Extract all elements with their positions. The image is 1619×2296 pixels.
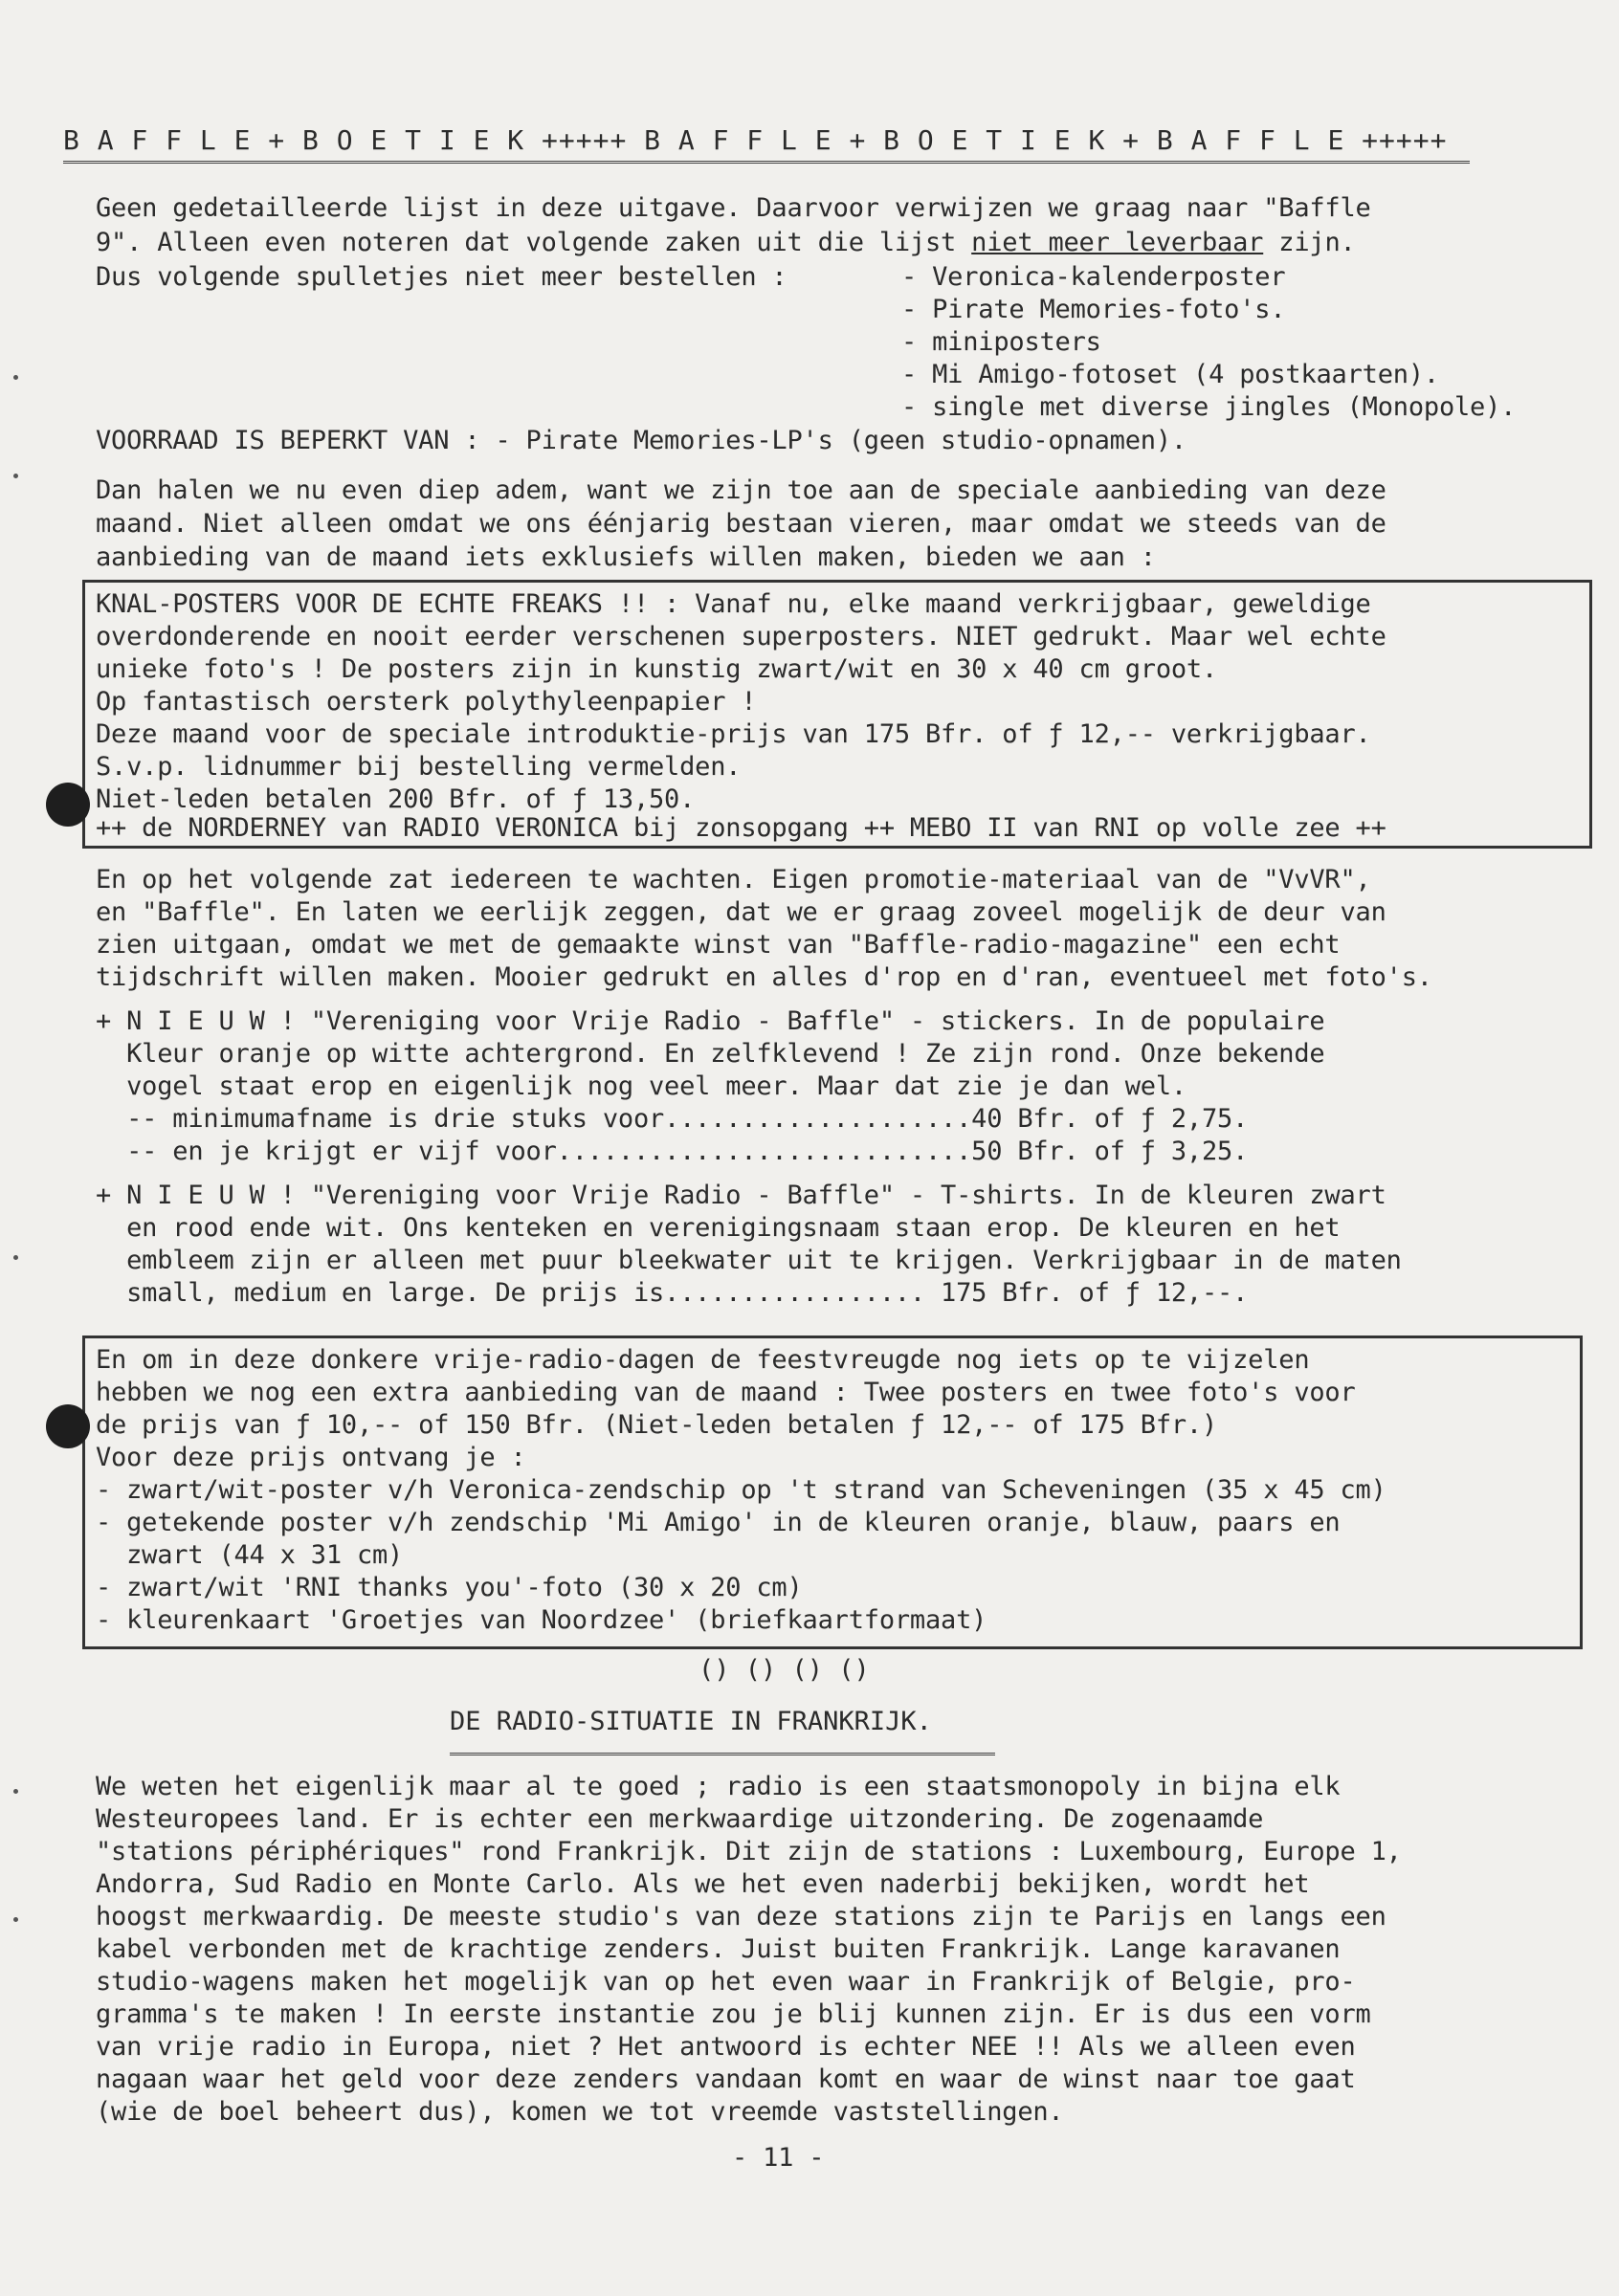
intro-line-2 — [96, 226, 1356, 260]
tshirts-line: embleem zijn er alleen met puur bleekwater uit te krijgen. Verkrijgbaar in de maten — [96, 1246, 1402, 1275]
extra-offer-line: En om in deze donkere vrije-radio-dagen de feestvreugde nog iets op te vijzelen — [96, 1345, 1310, 1375]
tshirts-line: en rood ende wit. Ons kenteken en verenigingsnaam staan erop. De kleuren en het — [96, 1213, 1341, 1243]
intro-underlined: niet meer leverbaar — [971, 228, 1264, 257]
promo-line: en "Baffle". En laten we eerlijk zeggen, dat we er graag zoveel mogelijk de deur van — [96, 897, 1386, 927]
poster-offer-line: KNAL-POSTERS VOOR DE ECHTE FREAKS !! : Vanaf nu, elke maand verkrijgbaar, geweldige — [96, 589, 1371, 619]
poster-offer-line: overdonderende en nooit eerder verschenen superposters. NIET gedrukt. Maar wel echte — [96, 622, 1386, 651]
punch-hole-top — [46, 783, 90, 827]
boutique-header: B A F F L E + B O E T I E K +++++ B A F F L E + B O E T I E K + B A F F L E +++++ — [63, 124, 1448, 156]
poster-offer-line: Niet-leden betalen 200 Bfr. of ƒ 13,50. — [96, 784, 696, 814]
extra-offer-line: - zwart/wit-poster v/h Veronica-zendschip op 't strand van Scheveningen (35 x 45 cm) — [96, 1475, 1386, 1505]
special-intro-line: maand. Niet alleen omdat we ons éénjarig bestaan vieren, maar omdat we steeds van de — [96, 509, 1386, 539]
header-rule — [63, 161, 1470, 164]
speck — [13, 375, 18, 380]
section-title: DE RADIO-SITUATIE IN FRANKRIJK. — [450, 1707, 932, 1736]
not-order-item: - Veronica-kalenderposter — [901, 262, 1286, 292]
france-line: kabel verbonden met de krachtige zenders. Juist buiten Frankrijk. Lange karavanen — [96, 1934, 1341, 1964]
stickers-line: vogel staat erop en eigenlijk nog veel meer. Maar dat zie je dan wel. — [96, 1071, 1187, 1101]
stickers-line: -- minimumafname is drie stuks voor....................40 Bfr. of ƒ 2,75. — [96, 1104, 1249, 1134]
speck — [13, 474, 18, 478]
poster-offer-line: Op fantastisch oersterk polythyleenpapier ! — [96, 687, 757, 717]
france-line: nagaan waar het geld voor deze zenders vandaan komt en waar de winst naar toe gaat — [96, 2064, 1356, 2094]
poster-offer-line: ++ de NORDERNEY van RADIO VERONICA bij zonsopgang ++ MEBO II van RNI op volle zee ++ — [96, 813, 1386, 843]
not-order-item: - single met diverse jingles (Monopole). — [901, 392, 1517, 422]
france-line: van vrije radio in Europa, niet ? Het antwoord is echter NEE !! Als we alleen even — [96, 2032, 1356, 2062]
extra-offer-line: - getekende poster v/h zendschip 'Mi Amigo' in de kleuren oranje, blauw, paars en — [96, 1508, 1341, 1537]
poster-offer-line: S.v.p. lidnummer bij bestelling vermelden. — [96, 752, 742, 782]
extra-offer-line: Voor deze prijs ontvang je : — [96, 1443, 526, 1472]
not-order-item: - miniposters — [901, 327, 1101, 357]
extra-offer-line: de prijs van ƒ 10,-- of 150 Bfr. (Niet-leden betalen ƒ 12,-- of 175 Bfr.) — [96, 1410, 1218, 1440]
poster-offer-line: unieke foto's ! De posters zijn in kunstig zwart/wit en 30 x 40 cm groot. — [96, 654, 1218, 684]
limited-stock: VOORRAAD IS BEPERKT VAN : - Pirate Memories-LP's (geen studio-opnamen). — [96, 426, 1187, 455]
intro-line-2-text: 9". Alleen even noteren dat volgende zaken uit die lijst — [96, 228, 957, 257]
separator: () () () () — [699, 1655, 870, 1685]
promo-line: tijdschrift willen maken. Mooier gedrukt en alles d'rop en d'ran, eventueel met foto's. — [96, 962, 1432, 992]
france-line: studio-wagens maken het mogelijk van op het even waar in Frankrijk of Belgie, pro- — [96, 1967, 1356, 1997]
stickers-line: + N I E U W ! "Vereniging voor Vrije Radio - Baffle" - stickers. In de populaire — [96, 1006, 1325, 1036]
stickers-line: -- en je krijgt er vijf voor...........................50 Bfr. of ƒ 3,25. — [96, 1137, 1249, 1166]
france-line: gramma's te maken ! In eerste instantie zou je blij kunnen zijn. Er is dus een vorm — [96, 1999, 1371, 2029]
tshirts-line: + N I E U W ! "Vereniging voor Vrije Radio - Baffle" - T-shirts. In de kleuren zwart — [96, 1181, 1386, 1210]
punch-hole-bottom — [46, 1404, 90, 1448]
intro-line-2-end: zijn. — [1263, 228, 1356, 257]
speck — [13, 1917, 18, 1922]
special-intro-line: Dan halen we nu even diep adem, want we zijn toe aan de speciale aanbieding van deze — [96, 475, 1386, 505]
not-order-item: - Mi Amigo-fotoset (4 postkaarten). — [901, 360, 1439, 389]
france-line: We weten het eigenlijk maar al te goed ; radio is een staatsmonopoly in bijna elk — [96, 1772, 1341, 1801]
promo-line: En op het volgende zat iedereen te wachten. Eigen promotie-materiaal van de "VvVR", — [96, 865, 1371, 894]
tshirts-line: small, medium en large. De prijs is................. 175 Bfr. of ƒ 12,--. — [96, 1278, 1249, 1308]
promo-line: zien uitgaan, omdat we met de gemaakte winst van "Baffle-radio-magazine" een echt — [96, 930, 1341, 960]
stickers-line: Kleur oranje op witte achtergrond. En zelfklevend ! Ze zijn rond. Onze bekende — [96, 1039, 1325, 1069]
intro-line-1: Geen gedetailleerde lijst in deze uitgave. Daarvoor verwijzen we graag naar "Baffle — [96, 193, 1371, 223]
extra-offer-line: zwart (44 x 31 cm) — [96, 1540, 404, 1570]
not-order-item: - Pirate Memories-foto's. — [901, 295, 1286, 324]
special-intro-line: aanbieding van de maand iets exklusiefs willen maken, bieden we aan : — [96, 542, 1156, 572]
not-order-label: Dus volgende spulletjes niet meer bestellen : — [96, 262, 787, 292]
france-line: Westeuropees land. Er is echter een merkwaardige uitzondering. De zogenaamde — [96, 1804, 1264, 1834]
extra-offer-line: - kleurenkaart 'Groetjes van Noordzee' (briefkaartformaat) — [96, 1605, 987, 1635]
section-title-rule — [450, 1753, 995, 1755]
poster-offer-line: Deze maand voor de speciale introduktie-prijs van 175 Bfr. of ƒ 12,-- verkrijgbaar. — [96, 719, 1371, 749]
page-number: - 11 - — [732, 2143, 825, 2173]
extra-offer-line: - zwart/wit 'RNI thanks you'-foto (30 x 20 cm) — [96, 1573, 803, 1602]
speck — [13, 1789, 18, 1794]
france-line: Andorra, Sud Radio en Monte Carlo. Als we het even naderbij bekijken, wordt het — [96, 1869, 1310, 1899]
france-line: hoogst merkwaardig. De meeste studio's van deze stations zijn te Parijs en langs een — [96, 1902, 1386, 1932]
france-line: "stations périphériques" rond Frankrijk. Dit zijn de stations : Luxembourg, Europe 1, — [96, 1837, 1402, 1866]
extra-offer-line: hebben we nog een extra aanbieding van de maand : Twee posters en twee foto's voor — [96, 1378, 1356, 1407]
speck — [13, 1255, 18, 1260]
france-line: (wie de boel beheert dus), komen we tot vreemde vaststellingen. — [96, 2097, 1064, 2127]
